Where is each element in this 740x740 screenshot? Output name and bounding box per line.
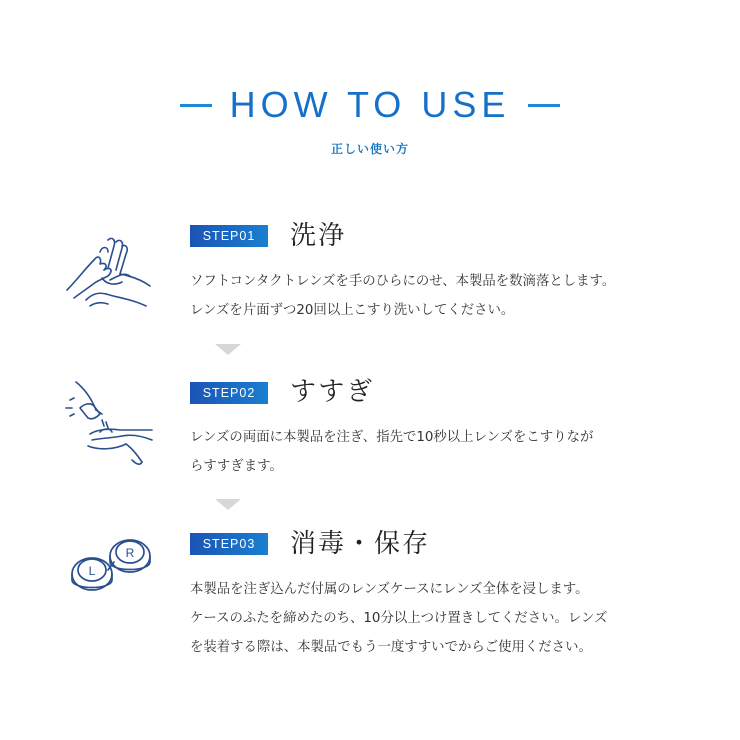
lens-case-letter-l: L bbox=[88, 564, 96, 578]
desc-line: らすすぎます。 bbox=[190, 459, 283, 474]
step-description bbox=[190, 423, 690, 481]
step-badge: STEP02 bbox=[190, 382, 268, 404]
hands-washing-icon bbox=[62, 232, 162, 332]
desc-line: ケースのふたを締めたのち、10分以上つけ置きしてください。レンズ bbox=[190, 611, 608, 626]
desc-line: レンズを片面ずつ20回以上こすり洗いしてください。 bbox=[190, 303, 515, 318]
lens-case-icon bbox=[62, 522, 162, 622]
title-dash-right bbox=[528, 104, 560, 107]
bottle-rinse-icon bbox=[62, 378, 162, 478]
page-subtitle: 正しい使い方 bbox=[330, 142, 409, 156]
title-dash-left bbox=[180, 104, 212, 107]
step-badge: STEP01 bbox=[190, 225, 268, 247]
step-description bbox=[190, 575, 690, 662]
step-arrow bbox=[215, 499, 241, 510]
step-description bbox=[190, 267, 690, 325]
lens-case-letter-r: R bbox=[125, 546, 135, 560]
page-title: HOW TO USE bbox=[229, 84, 511, 125]
step-badge: STEP03 bbox=[190, 533, 268, 555]
step-title: 消毒・保存 bbox=[290, 529, 431, 559]
desc-line: を装着する際は、本製品でもう一度すすいでからご使用ください。 bbox=[190, 640, 592, 655]
title-row bbox=[0, 80, 740, 130]
header bbox=[0, 80, 740, 157]
step-arrow bbox=[215, 344, 241, 355]
step-title: 洗浄 bbox=[290, 221, 347, 251]
step-title: すすぎ bbox=[290, 377, 375, 407]
desc-line: 本製品を注ぎ込んだ付属のレンズケースにレンズ全体を浸します。 bbox=[190, 582, 589, 597]
desc-line: レンズの両面に本製品を注ぎ、指先で10秒以上レンズをこすりなが bbox=[190, 430, 594, 445]
desc-line: ソフトコンタクトレンズを手のひらにのせ、本製品を数滴落とします。 bbox=[190, 274, 616, 289]
